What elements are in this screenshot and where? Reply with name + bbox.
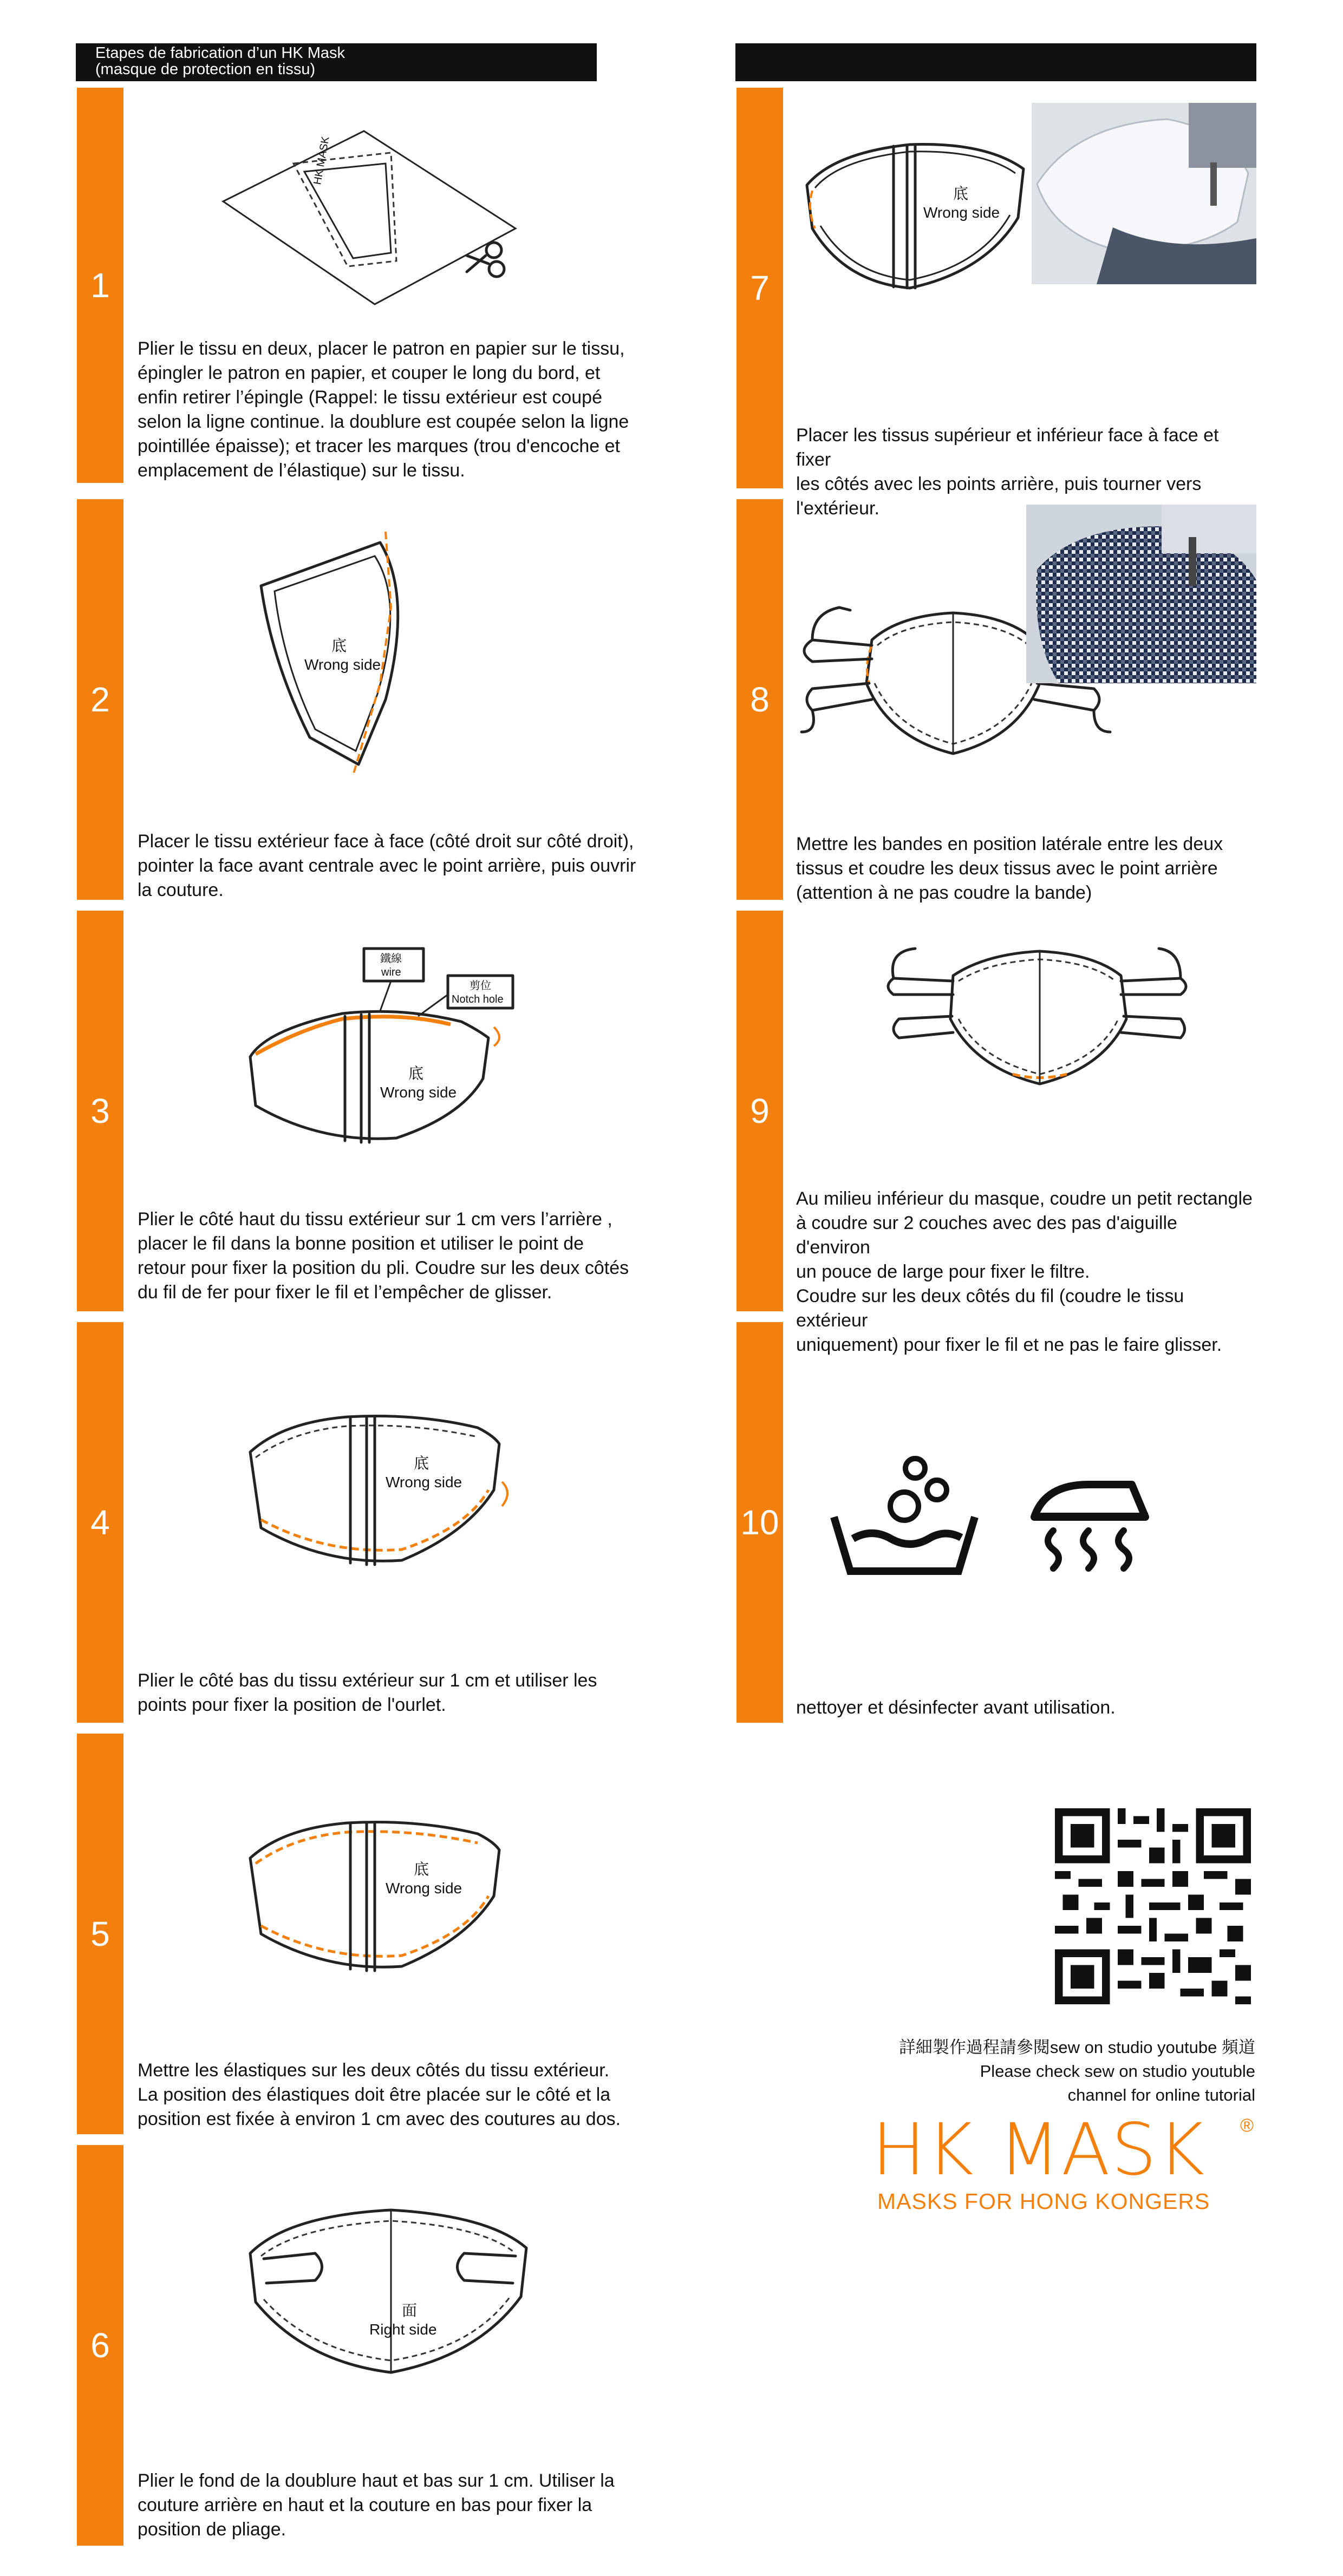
step-5 bbox=[77, 1734, 667, 2134]
step-number: 7 bbox=[750, 269, 770, 308]
step-description: Plier le côté bas du tissu extérieur sur 1 cm et utiliser les points pour fixer la position de l'ourlet. bbox=[138, 1670, 597, 1715]
step-6 bbox=[77, 2145, 667, 2546]
sewing-photo bbox=[1032, 103, 1256, 284]
hk-mask-logo bbox=[872, 2108, 1256, 2214]
step-description: Placer les tissus supérieur et inférieur face à face et fixer les côtés avec les points arrière, puis tourner vers l'extérieur. bbox=[796, 425, 1219, 519]
step-description: Mettre les élastiques sur les deux côtés du tissu extérieur. La position des élastiques doit être placée sur le côté et la position est fixée à environ 1 cm avec des coutures au dos. bbox=[138, 2060, 621, 2129]
pattern-mark: HK MASK bbox=[311, 135, 332, 186]
logo-tagline: MASKS FOR HONG KONGERS bbox=[877, 2189, 1210, 2214]
step-description: Plier le fond de la doublure haut et bas sur 1 cm. Utiliser la couture arrière en haut et la couture en bas pour fixer la position de pliage. bbox=[138, 2470, 615, 2540]
step-1 bbox=[77, 88, 667, 483]
step-number: 3 bbox=[90, 1091, 110, 1130]
step-description: nettoyer et désinfecter avant utilisation. bbox=[796, 1697, 1116, 1718]
step-number: 4 bbox=[90, 1503, 110, 1542]
step-description: Plier le tissu en deux, placer le patron en papier sur le tissu, épingler le patron en papier, et couper le long du bord, et enfin retirer l’épingle (Rappel: le tissu extérieur est coupé selon la ligne continue. la doublure est coupée selon la ligne pointillée épaisse); et tracer les marques (trou d'encoche et emplacement de l’élastique) sur le tissu. bbox=[138, 338, 629, 481]
notch-label-en: Notch hole bbox=[452, 993, 504, 1005]
mask-elastic-illustration bbox=[239, 1804, 564, 1999]
iron-steam-icon bbox=[1023, 1468, 1164, 1577]
step-7 bbox=[736, 88, 1256, 519]
step-bar bbox=[77, 1322, 123, 1723]
step-3 bbox=[77, 911, 667, 1311]
step-bar bbox=[77, 88, 123, 483]
wrong-side-en: Wrong side bbox=[304, 656, 381, 673]
step-description: Mettre les bandes en position latérale entre les deux tissus et coudre les deux tissus avec le point arrière (attention à ne pas coudre la bande) bbox=[796, 834, 1223, 903]
step-number: 2 bbox=[90, 680, 110, 719]
wrong-side-en: Wrong side bbox=[386, 1880, 462, 1897]
step-bar bbox=[77, 911, 123, 1311]
step-10 bbox=[736, 1322, 1256, 1723]
page-subtitle: (masque de protection en tissu) bbox=[95, 61, 316, 78]
step-description: Plier le côté haut du tissu extérieur sur 1 cm vers l’arrière , placer le fil dans la bonne position et utiliser le point de retour pour fixer la position du pli. Coudre sur les deux côtés du fil de fer pour fixer le fil et l’empêcher de glisser. bbox=[138, 1209, 629, 1303]
wrong-side-en: Wrong side bbox=[380, 1084, 457, 1101]
wire-label-zh: 鐵線 bbox=[380, 953, 402, 965]
step-bar bbox=[736, 911, 783, 1311]
wrong-side-en: Wrong side bbox=[386, 1474, 462, 1490]
step-number: 1 bbox=[90, 266, 110, 305]
page-title: Etapes de fabrication d’un HK Mask bbox=[95, 44, 345, 62]
step-bar bbox=[77, 2145, 123, 2546]
wrong-side-zh: 底 bbox=[414, 1455, 429, 1472]
wrong-side-zh: 底 bbox=[408, 1065, 424, 1082]
scissors-icon bbox=[467, 243, 504, 277]
mask-piece-illustration bbox=[250, 521, 478, 775]
step-number: 9 bbox=[750, 1091, 770, 1130]
step-number: 10 bbox=[740, 1503, 779, 1542]
mask-assembly-illustration bbox=[791, 120, 1045, 315]
step-bar bbox=[77, 1734, 123, 2134]
pattern-cutting-illustration bbox=[212, 120, 548, 321]
mask-hem-illustration bbox=[239, 1392, 564, 1609]
step-number: 5 bbox=[90, 1914, 110, 1953]
wrong-side-zh: 底 bbox=[331, 637, 347, 654]
registered-mark: ® bbox=[1240, 2115, 1254, 2136]
qr-code[interactable] bbox=[1055, 1808, 1251, 2004]
step-2 bbox=[77, 499, 667, 900]
notch-label-zh: 剪位 bbox=[470, 980, 491, 992]
step-description: Au milieu inférieur du masque, coudre un petit rectangle à coudre sur 2 couches avec des pas d'aiguille d'environ un pouce de large pour fixer le filtre. Coudre sur les deux côtés du fil (coudre le tissu extérieur uniquement) pour fixer le fil et ne pas le faire glisser. bbox=[796, 1188, 1253, 1355]
step-number: 8 bbox=[750, 680, 770, 719]
step-description: Placer le tissu extérieur face à face (côté droit sur côté droit), pointer la face avant centrale avec le point arrière, puis ouvrir la couture. bbox=[138, 831, 636, 900]
mask-filter-illustration bbox=[856, 932, 1191, 1106]
step-bar bbox=[736, 88, 783, 488]
step-8 bbox=[736, 499, 1256, 903]
page-header-right bbox=[735, 43, 1256, 81]
right-side-en: Right side bbox=[369, 2321, 437, 2338]
lining-illustration bbox=[239, 2188, 564, 2405]
mask-wire-illustration bbox=[234, 943, 570, 1192]
step-bar bbox=[736, 499, 783, 900]
wrong-side-en: Wrong side bbox=[923, 204, 1000, 221]
tutorial-note: 詳細製作過程請參閱sew on studio youtube 頻道 Please check sew on studio youtuble channel for online tutorial bbox=[898, 2038, 1255, 2104]
step-bar bbox=[736, 1322, 783, 1723]
step-bar bbox=[77, 499, 123, 900]
step-9 bbox=[736, 911, 1256, 1355]
step-number: 6 bbox=[90, 2326, 110, 2365]
right-side-zh: 面 bbox=[402, 2302, 418, 2319]
sewing-photo bbox=[1026, 505, 1256, 683]
page-header bbox=[76, 43, 597, 81]
wire-label-en: wire bbox=[381, 966, 401, 978]
wrong-side-zh: 底 bbox=[953, 185, 969, 202]
logo-wordmark: HK MASK bbox=[872, 2108, 1206, 2192]
step-4 bbox=[77, 1322, 667, 1723]
wrong-side-zh: 底 bbox=[414, 1861, 429, 1878]
wash-basin-icon bbox=[829, 1452, 980, 1577]
